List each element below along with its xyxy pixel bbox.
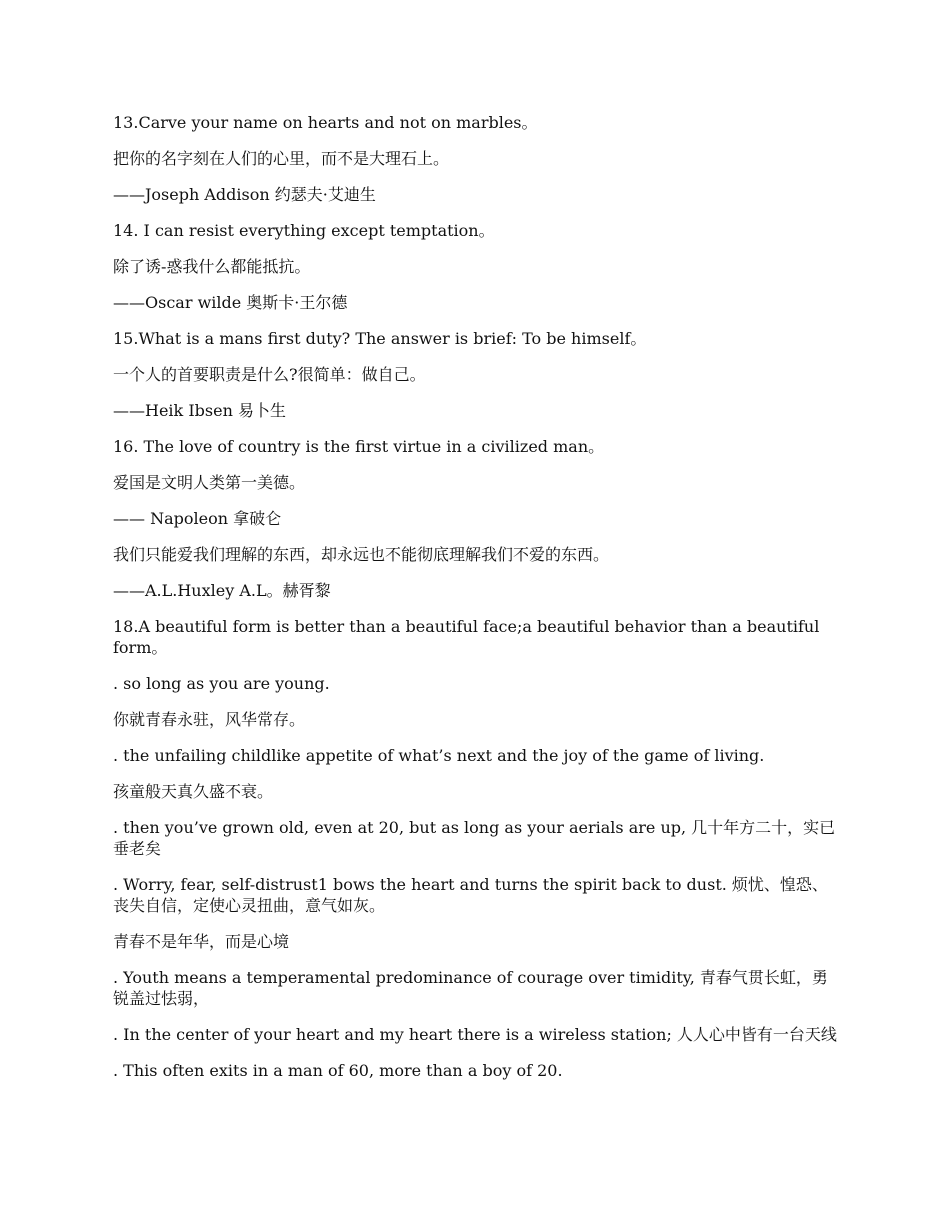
youth-line-4: 孩童般天真久盛不衰。	[113, 782, 274, 801]
quote-14-chinese: 除了诱-惑我什么都能抵抗。	[113, 257, 311, 276]
youth-line-10: . This often exits in a man of 60, more than a boy of 20.	[113, 1061, 563, 1080]
youth-line-7: 青春不是年华，而是心境	[113, 932, 290, 951]
quote-15-author: ——Heik Ibsen 易卜生	[113, 401, 286, 420]
document-body	[113, 112, 837, 1096]
quote-15-english: 15.What is a mans first duty? The answer is brief: To be himself。	[113, 329, 647, 348]
youth-line-6: . Worry, fear, self-distrust1 bows the heart and turns the spirit back to dust. 烦忧、惶恐、丧失自信，定使心灵扭曲，意气如灰。	[113, 875, 828, 915]
youth-line-3: . the unfailing childlike appetite of what’s next and the joy of the game of living.	[113, 746, 765, 765]
youth-line-1: . so long as you are young.	[113, 674, 330, 693]
quote-15-chinese: 一个人的首要职责是什么?很简单：做自己。	[113, 365, 426, 384]
quote-13-english: 13.Carve your name on hearts and not on marbles。	[113, 113, 538, 132]
youth-line-9: . In the center of your heart and my heart there is a wireless station; 人人心中皆有一台天线	[113, 1025, 837, 1044]
quote-14-author: ——Oscar wilde 奥斯卡·王尔德	[113, 293, 348, 312]
youth-line-5: . then you’ve grown old, even at 20, but as long as your aerials are up, 几十年方二十，实已垂老矣	[113, 818, 836, 858]
quote-16-author: —— Napoleon 拿破仑	[113, 509, 282, 528]
quote-13-author: ——Joseph Addison 约瑟夫·艾迪生	[113, 185, 376, 204]
quote-13-chinese: 把你的名字刻在人们的心里，而不是大理石上。	[113, 149, 450, 168]
quote-18-english: 18.A beautiful form is better than a beautiful face;a beautiful behavior than a beautiful form。	[113, 617, 820, 657]
youth-line-2: 你就青春永驻，风华常存。	[113, 710, 306, 729]
quote-16-english: 16. The love of country is the first virtue in a civilized man。	[113, 437, 605, 456]
quote-17-chinese: 我们只能爱我们理解的东西，却永远也不能彻底理解我们不爱的东西。	[113, 545, 610, 564]
quote-17-author: ——A.L.Huxley A.L。赫胥黎	[113, 581, 331, 600]
quote-14-english: 14. I can resist everything except temptation。	[113, 221, 495, 240]
youth-line-8: . Youth means a temperamental predominance of courage over timidity, 青春气贯长虹，勇锐盖过怯弱，	[113, 968, 828, 1008]
quote-16-chinese: 爱国是文明人类第一美德。	[113, 473, 306, 492]
